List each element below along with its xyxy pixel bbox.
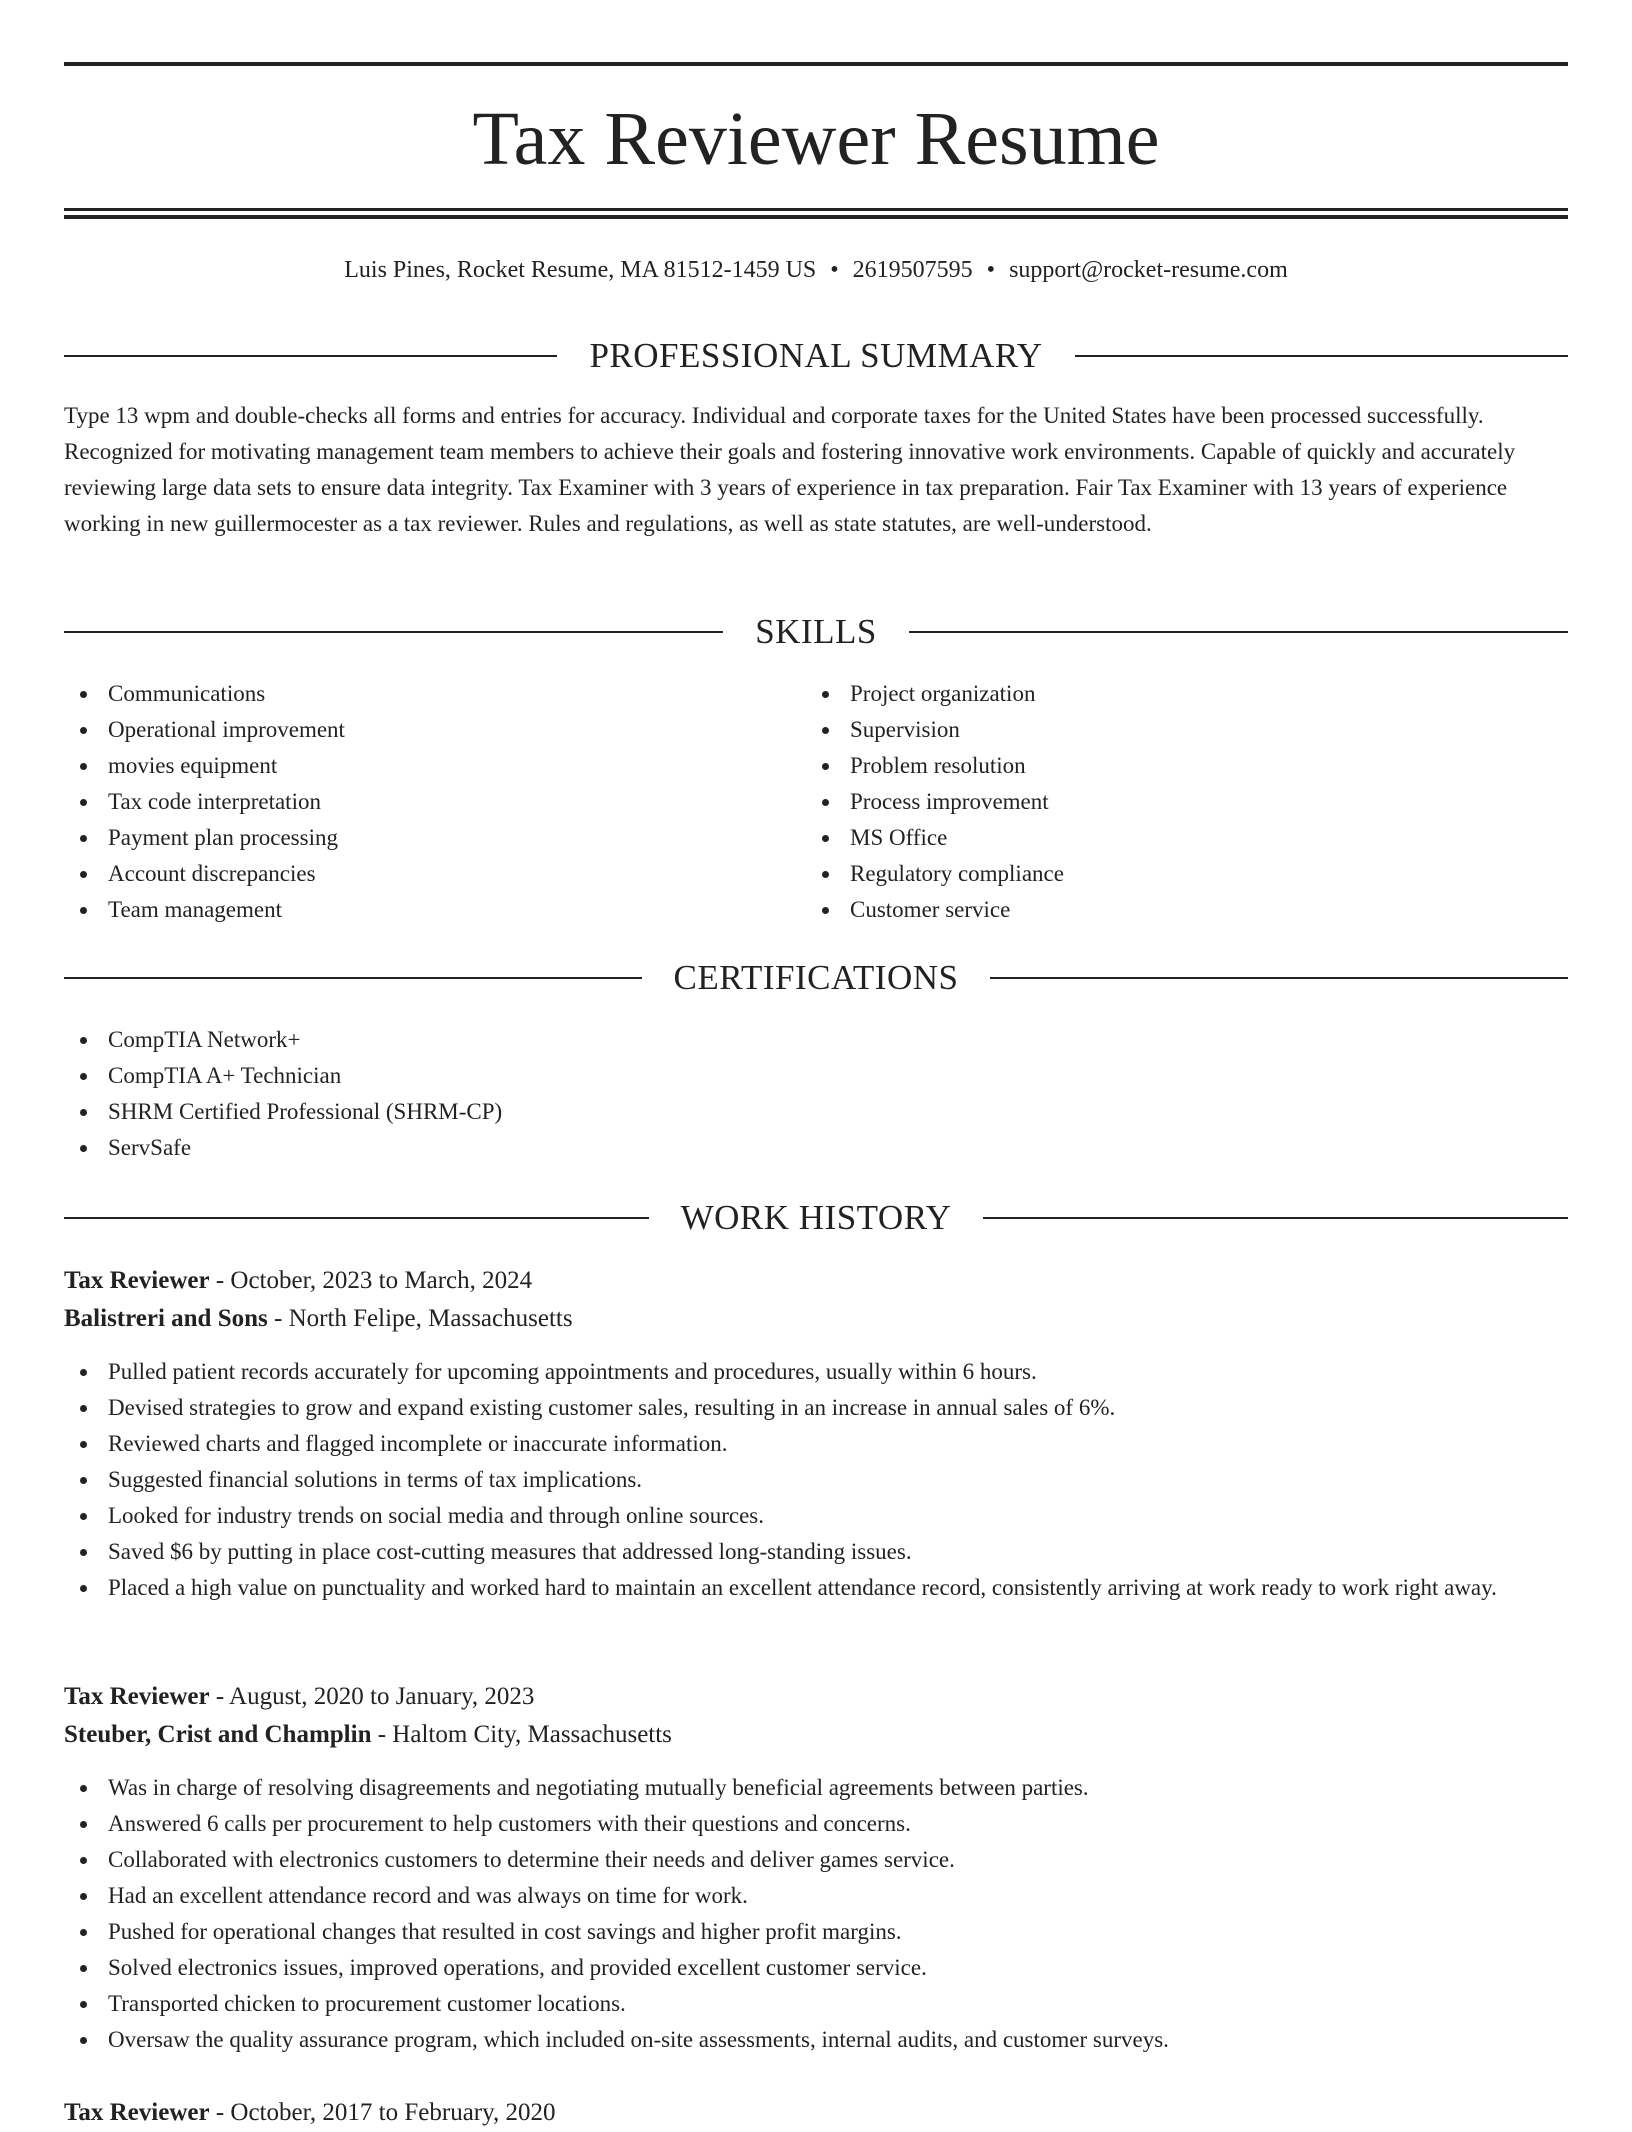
- bullet-icon: [80, 1477, 87, 1484]
- page-title: Tax Reviewer Resume: [472, 97, 1160, 181]
- skills-heading-label: SKILLS: [755, 612, 877, 651]
- title-rule-upper: [64, 208, 1568, 211]
- job-bullet-text: Pulled patient records accurately for upcoming appointments and procedures, usually within 6 hours.: [108, 1359, 1037, 1384]
- skills-section-heading: [64, 610, 1568, 654]
- skill-item: [64, 784, 764, 820]
- heading-rule-left: [64, 355, 557, 357]
- skill-item: [64, 748, 764, 784]
- job-bullet-text: Was in charge of resolving disagreements and negotiating mutually beneficial agreements between parties.: [108, 1775, 1089, 1800]
- job-bullet-text: Solved electronics issues, improved operations, and provided excellent customer service.: [108, 1955, 927, 1980]
- skill-item: [806, 784, 1506, 820]
- work-history-section-heading: [64, 1196, 1568, 1240]
- job-bullet-item: [64, 1570, 1568, 1606]
- skill-item: [806, 712, 1506, 748]
- bullet-icon: [80, 1585, 87, 1592]
- job-bullet-item: [64, 1426, 1568, 1462]
- job-bullet-item: [64, 1390, 1568, 1426]
- skill-item: [806, 676, 1506, 712]
- bullet-icon: [822, 871, 829, 878]
- skills-column-left: [64, 676, 764, 928]
- bullet-icon: [80, 1405, 87, 1412]
- bullet-icon: [80, 907, 87, 914]
- title-rule-lower: [64, 215, 1568, 219]
- work-history-heading-label: WORK HISTORY: [680, 1198, 952, 1237]
- job-dates: - August, 2020 to January, 2023: [209, 1683, 535, 1710]
- job-bullet-text: Saved $6 by putting in place cost-cutting measures that addressed long-standing issues.: [108, 1539, 912, 1564]
- skill-text: Project organization: [850, 681, 1036, 706]
- certification-text: SHRM Certified Professional (SHRM-CP): [108, 1099, 503, 1124]
- job-bullet-item: [64, 1950, 1568, 1986]
- skill-text: Customer service: [850, 897, 1011, 922]
- contact-line: [64, 252, 1568, 288]
- summary-paragraph: Type 13 wpm and double-checks all forms and entries for accuracy. Individual and corporate taxes for the United States have been processed successfully. Recognized for motivating management team members to achieve their goals and fostering innovative work environments. Capable of quickly and accurately reviewing large data sets to ensure data integrity. Tax Examiner with 3 years of experience in tax preparation. Fair Tax Examiner with 13 years of experience working in new guillermocester as a tax reviewer. Rules and regulations, as well as state statutes, are well-understood.: [64, 403, 1516, 536]
- bullet-icon: [80, 835, 87, 842]
- job-entry: [64, 1262, 1568, 1606]
- certification-item: [64, 1058, 1568, 1094]
- skill-text: Payment plan processing: [108, 825, 338, 850]
- bullet-icon: [822, 835, 829, 842]
- heading-rule-left: [64, 631, 723, 633]
- bullet-icon: [80, 1073, 87, 1080]
- skills-list-left: [64, 676, 764, 928]
- job-company: Balistreri and Sons: [64, 1305, 268, 1332]
- job-title: Tax Reviewer: [64, 1267, 210, 1294]
- bullet-icon: [80, 1893, 87, 1900]
- skill-item: [64, 676, 764, 712]
- bullet-icon: [80, 763, 87, 770]
- job-dates: - October, 2017 to February, 2020: [209, 2099, 556, 2126]
- top-rule: [64, 62, 1568, 66]
- bullet-icon: [80, 691, 87, 698]
- skill-item: [64, 892, 764, 928]
- job-bullet-text: Collaborated with electronics customers to determine their needs and deliver games service.: [108, 1847, 955, 1872]
- skill-text: MS Office: [850, 825, 948, 850]
- bullet-icon: [80, 1441, 87, 1448]
- bullet-icon: [822, 727, 829, 734]
- bullet-icon: [822, 691, 829, 698]
- job-bullet-text: Looked for industry trends on social media and through online sources.: [108, 1503, 764, 1528]
- certifications-section-heading: [64, 956, 1568, 1000]
- heading-rule-left: [64, 1217, 649, 1219]
- job-title-line: [64, 1262, 1568, 1300]
- certifications-list: [64, 1022, 1568, 1166]
- certification-item: [64, 1094, 1568, 1130]
- skill-text: movies equipment: [108, 753, 278, 778]
- job-bullet-text: Had an excellent attendance record and was always on time for work.: [108, 1883, 748, 1908]
- skill-text: Account discrepancies: [108, 861, 316, 886]
- skill-text: Team management: [108, 897, 283, 922]
- heading-rule-right: [1075, 355, 1568, 357]
- job-entry: [64, 1678, 1568, 2058]
- job-title: Tax Reviewer: [64, 1683, 210, 1710]
- bullet-icon: [80, 1109, 87, 1116]
- skill-text: Regulatory compliance: [850, 861, 1064, 886]
- skills-column-right: [806, 676, 1506, 928]
- certification-text: CompTIA A+ Technician: [108, 1063, 342, 1088]
- bullet-icon: [80, 1037, 87, 1044]
- skill-text: Operational improvement: [108, 717, 345, 742]
- job-bullet-item: [64, 1806, 1568, 1842]
- skill-text: Communications: [108, 681, 266, 706]
- skill-item: [64, 712, 764, 748]
- certifications-block: [64, 1022, 1568, 1166]
- job-bullet-text: Answered 6 calls per procurement to help customers with their questions and concerns.: [108, 1811, 911, 1836]
- job-bullet-item: [64, 1354, 1568, 1390]
- job-bullet-item: [64, 1770, 1568, 1806]
- bullet-icon: [80, 727, 87, 734]
- job-company-line: [64, 1716, 1568, 1754]
- contact-phone: 2619507595: [852, 257, 973, 283]
- certifications-heading-label: CERTIFICATIONS: [673, 958, 959, 997]
- summary-section-heading: [64, 334, 1568, 378]
- skill-item: [806, 748, 1506, 784]
- heading-rule-right: [990, 977, 1568, 979]
- bullet-icon: [80, 2037, 87, 2044]
- job-bullet-item: [64, 1498, 1568, 1534]
- job-bullet-text: Reviewed charts and flagged incomplete or inaccurate information.: [108, 1431, 728, 1456]
- bullet-icon: [822, 763, 829, 770]
- bullet-icon: [822, 799, 829, 806]
- job-company: Steuber, Crist and Champlin: [64, 1721, 372, 1748]
- job-bullet-item: [64, 1914, 1568, 1950]
- contact-email: support@rocket-resume.com: [1009, 257, 1288, 283]
- job-bullet-item: [64, 1878, 1568, 1914]
- bullet-icon: [80, 1785, 87, 1792]
- job-bullet-item: [64, 1462, 1568, 1498]
- bullet-icon: [80, 871, 87, 878]
- skill-text: Supervision: [850, 717, 960, 742]
- job-bullet-text: Pushed for operational changes that resulted in cost savings and higher profit margins.: [108, 1919, 902, 1944]
- skill-item: [806, 820, 1506, 856]
- job-bullets: [64, 1354, 1568, 1606]
- bullet-icon: [822, 907, 829, 914]
- heading-rule-right: [909, 631, 1568, 633]
- job-location: - North Felipe, Massachusetts: [267, 1305, 573, 1332]
- bullet-icon: [80, 2001, 87, 2008]
- job-dates: - October, 2023 to March, 2024: [209, 1267, 533, 1294]
- job-bullet-text: Devised strategies to grow and expand existing customer sales, resulting in an increase in annual sales of 6%.: [108, 1395, 1116, 1420]
- bullet-icon: [80, 799, 87, 806]
- skill-item: [64, 856, 764, 892]
- bullet-icon: [80, 1145, 87, 1152]
- skill-text: Process improvement: [850, 789, 1049, 814]
- job-title: Tax Reviewer: [64, 2099, 210, 2126]
- certification-item: [64, 1022, 1568, 1058]
- skill-item: [806, 856, 1506, 892]
- skill-text: Tax code interpretation: [108, 789, 321, 814]
- bullet-icon: [80, 1513, 87, 1520]
- job-entry: [64, 2094, 1568, 2132]
- job-bullet-item: [64, 2022, 1568, 2058]
- job-company-line: [64, 1300, 1568, 1338]
- skill-item: [64, 820, 764, 856]
- heading-rule-left: [64, 977, 642, 979]
- skill-text: Problem resolution: [850, 753, 1026, 778]
- job-location: - Haltom City, Massachusetts: [371, 1721, 672, 1748]
- job-bullet-item: [64, 1986, 1568, 2022]
- job-bullet-text: Oversaw the quality assurance program, which included on-site assessments, internal audits, and customer surveys.: [108, 2027, 1169, 2052]
- job-bullet-text: Transported chicken to procurement customer locations.: [108, 1991, 626, 2016]
- skills-list-right: [806, 676, 1506, 928]
- bullet-icon: [80, 1369, 87, 1376]
- contact-separator: •: [830, 257, 839, 283]
- job-bullet-text: Suggested financial solutions in terms of tax implications.: [108, 1467, 643, 1492]
- job-bullet-item: [64, 1842, 1568, 1878]
- job-bullet-text: Placed a high value on punctuality and worked hard to maintain an excellent attendance record, consistently arriving at work ready to work right away.: [108, 1575, 1497, 1600]
- job-bullet-item: [64, 1534, 1568, 1570]
- skill-item: [806, 892, 1506, 928]
- bullet-icon: [80, 1857, 87, 1864]
- certification-text: ServSafe: [108, 1135, 192, 1160]
- certification-text: CompTIA Network+: [108, 1027, 301, 1052]
- bullet-icon: [80, 1821, 87, 1828]
- heading-rule-right: [983, 1217, 1568, 1219]
- bullet-icon: [80, 1965, 87, 1972]
- certification-item: [64, 1130, 1568, 1166]
- bullet-icon: [80, 1929, 87, 1936]
- summary-heading-label: PROFESSIONAL SUMMARY: [589, 336, 1043, 375]
- contact-separator: •: [986, 257, 996, 283]
- job-title-line: [64, 1678, 1568, 1716]
- contact-address: Luis Pines, Rocket Resume, MA 81512-1459 US: [344, 257, 817, 283]
- bullet-icon: [80, 1549, 87, 1556]
- job-bullets: [64, 1770, 1568, 2058]
- job-title-line: [64, 2094, 1568, 2132]
